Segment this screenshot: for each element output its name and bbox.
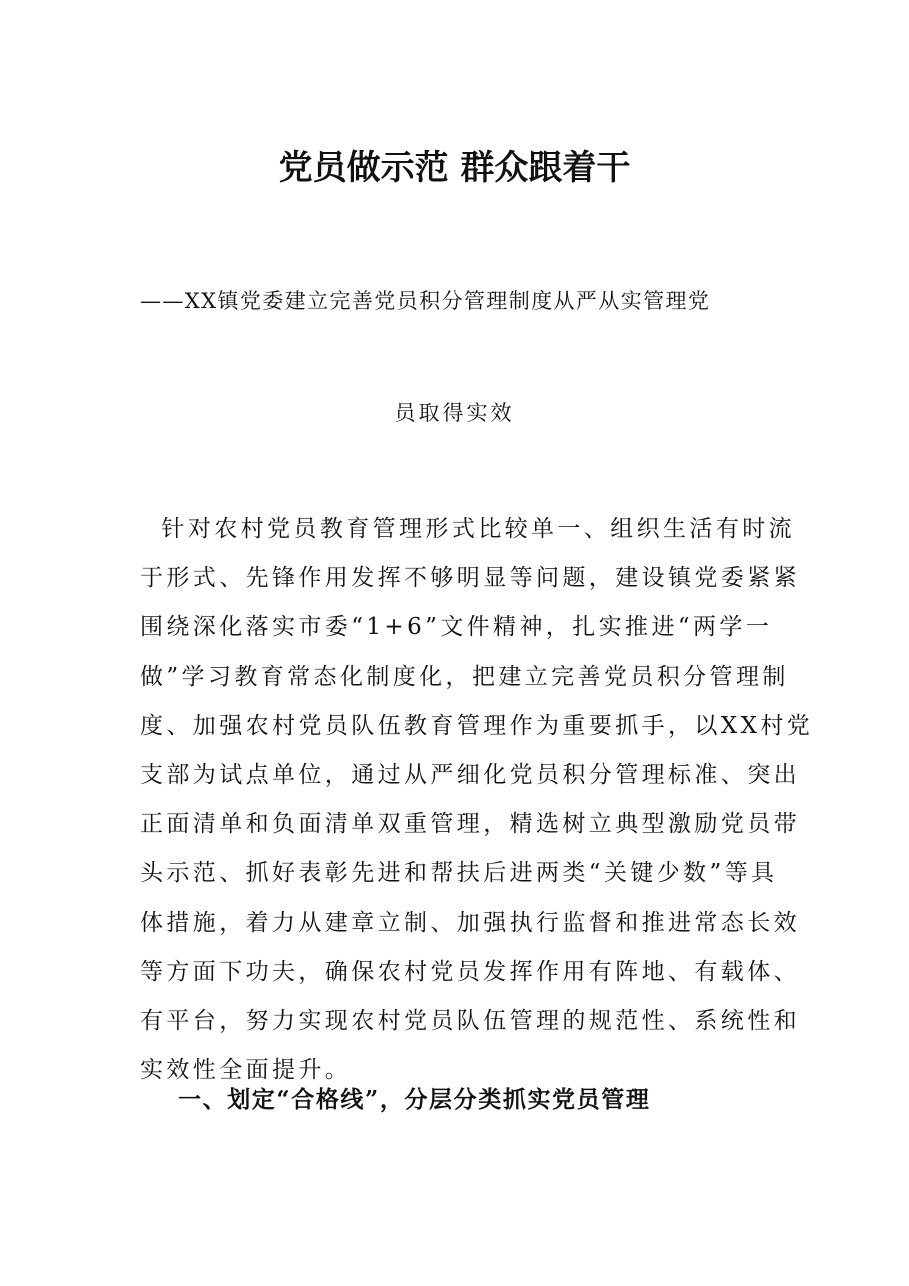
body-paragraph xyxy=(140,505,814,1095)
paragraph-line: 正面清单和负面清单双重管理，精选树立典型激励党员带 xyxy=(140,811,800,838)
paragraph-line: 于形式、先锋作用发挥不够明显等问题，建设镇党委紧紧 xyxy=(140,565,800,592)
paragraph-line: 度、加强农村党员队伍教育管理作为重要抓手，以XX村党 xyxy=(140,712,814,739)
paragraph-line: 围绕深化落实市委“1+6”文件精神，扎实推进“两学一 xyxy=(140,614,773,641)
section-heading: 一、划定“合格线”，分层分类抓实党员管理 xyxy=(178,1086,651,1113)
paragraph-line: 支部为试点单位，通过从严细化党员积分管理标准、突出 xyxy=(140,762,800,789)
document-subtitle-line-1: ——XX镇党委建立完善党员积分管理制度从严从实管理党 xyxy=(140,289,711,313)
paragraph-line: 做”学习教育常态化制度化，把建立完善党员积分管理制 xyxy=(140,663,789,690)
paragraph-line: 体措施，着力从建章立制、加强执行监督和推进常态长效 xyxy=(140,909,800,936)
paragraph-line: 有平台，努力实现农村党员队伍管理的规范性、系统性和 xyxy=(140,1008,800,1035)
paragraph-line: 实效性全面提升。 xyxy=(140,1057,352,1084)
document-subtitle-line-2: 员取得实效 xyxy=(394,401,515,425)
paragraph-line: 等方面下功夫，确保农村党员发挥作用有阵地、有载体、 xyxy=(140,958,800,985)
paragraph-line: 头示范、抓好表彰先进和帮扶后进两类“关键少数”等具 xyxy=(140,860,778,887)
document-title: 党员做示范 群众跟着干 xyxy=(278,148,631,188)
paragraph-line: 针对农村党员教育管理形式比较单一、组织生活有时流 xyxy=(140,516,796,542)
